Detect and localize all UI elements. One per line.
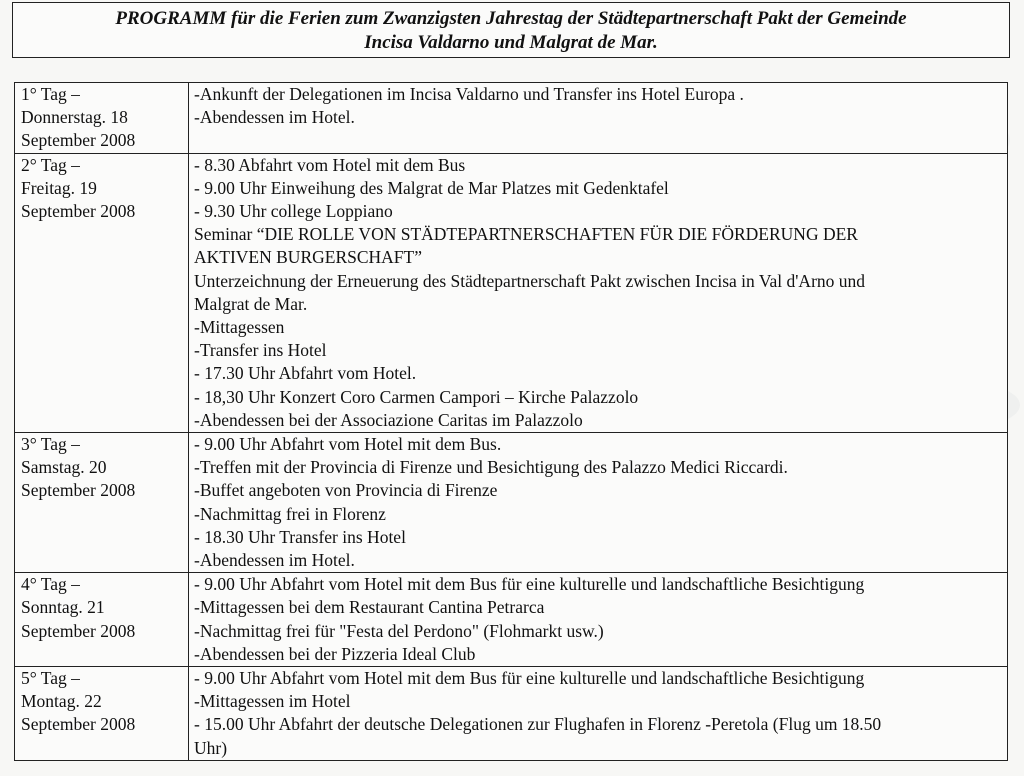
program-title xyxy=(12,2,1010,58)
day-label: 2° Tag – xyxy=(21,154,80,175)
table-row xyxy=(15,667,1008,761)
program-title-line-2: Incisa Valdarno und Malgrat de Mar. xyxy=(364,32,658,53)
month-year: September 2008 xyxy=(21,714,136,735)
activity-line: - 9.00 Uhr Einweihung des Malgrat de Mar Platzes mit Gedenktafel xyxy=(194,177,669,198)
weekday-date: Freitag. 19 xyxy=(21,177,97,198)
activity-line: -Abendessen im Hotel. xyxy=(194,550,355,571)
activity-line: - 15.00 Uhr Abfahrt der deutsche Delegationen zur Flughafen in Florenz -Peretola (Flug um 18.50 xyxy=(194,714,882,735)
weekday-date: Sonntag. 21 xyxy=(21,597,105,618)
activity-line: AKTIVEN BURGERSCHAFT” xyxy=(194,247,422,268)
day-cell xyxy=(15,573,189,667)
program-title-line-1: PROGRAMM für die Ferien zum Zwanzigsten Jahrestag der Städtepartnerschaft Pakt der Gemeinde xyxy=(115,8,907,29)
activity-line: -Treffen mit der Provincia di Firenze und Besichtigung des Palazzo Medici Riccardi. xyxy=(194,457,788,478)
activity-line: - 17.30 Uhr Abfahrt vom Hotel. xyxy=(194,363,417,384)
day-label: 5° Tag – xyxy=(21,668,80,689)
table-row xyxy=(15,83,1008,154)
activity-line: -Transfer ins Hotel xyxy=(194,340,327,361)
activity-line: -Mittagessen bei dem Restaurant Cantina Petrarca xyxy=(194,597,545,618)
activity-line: - 9.00 Uhr Abfahrt vom Hotel mit dem Bus für eine kulturelle und landschaftliche Besichtigung xyxy=(194,668,865,689)
month-year: September 2008 xyxy=(21,130,136,151)
table-row xyxy=(15,573,1008,667)
activity-line: -Abendessen bei der Associazione Caritas im Palazzolo xyxy=(194,409,583,430)
day-label: 1° Tag – xyxy=(21,84,80,104)
weekday-date: Samstag. 20 xyxy=(21,457,107,478)
month-year: September 2008 xyxy=(21,201,136,222)
month-year: September 2008 xyxy=(21,620,136,641)
activity-line: -Abendessen im Hotel. xyxy=(194,107,355,128)
table-row xyxy=(15,153,1008,432)
activity-line: - 8.30 Abfahrt vom Hotel mit dem Bus xyxy=(194,154,466,175)
activity-line: -Mittagessen xyxy=(194,317,285,338)
activity-line: Seminar “DIE ROLLE VON STÄDTEPARTNERSCHAFTEN FÜR DIE FÖRDERUNG DER xyxy=(194,224,858,245)
activity-line: -Nachmittag frei für "Festa del Perdono" (Flohmarkt usw.) xyxy=(194,620,604,641)
activity-line: Uhr) xyxy=(194,737,228,758)
day-cell xyxy=(15,153,189,432)
activity-line: -Ankunft der Delegationen im Incisa Valdarno und Transfer ins Hotel Europa . xyxy=(194,84,744,104)
day-cell xyxy=(15,667,189,761)
activity-line: Unterzeichnung der Erneuerung des Städtepartnerschaft Pakt zwischen Incisa in Val d'Arno und xyxy=(194,270,866,291)
activity-line: Malgrat de Mar. xyxy=(194,293,308,314)
day-cell xyxy=(15,83,189,154)
table-row xyxy=(15,433,1008,573)
activity-line: -Buffet angeboten von Provincia di Firenze xyxy=(194,480,498,501)
weekday-date: Donnerstag. 18 xyxy=(21,107,128,128)
activity-line: - 9.00 Uhr Abfahrt vom Hotel mit dem Bus für eine kulturelle und landschaftliche Besichtigung xyxy=(194,574,865,595)
day-label: 4° Tag – xyxy=(21,574,80,595)
activity-line: - 9.30 Uhr college Loppiano xyxy=(194,201,393,222)
day-label: 3° Tag – xyxy=(21,434,80,455)
weekday-date: Montag. 22 xyxy=(21,691,102,712)
activities-cell xyxy=(189,83,1008,154)
activities-cell xyxy=(189,573,1008,667)
activity-line: - 18,30 Uhr Konzert Coro Carmen Campori – Kirche Palazzolo xyxy=(194,386,639,407)
activities-cell xyxy=(189,153,1008,432)
month-year: September 2008 xyxy=(21,480,136,501)
activity-line: -Mittagessen im Hotel xyxy=(194,691,351,712)
schedule-table xyxy=(14,82,1008,761)
activity-line: -Nachmittag frei in Florenz xyxy=(194,503,386,524)
activity-line: - 9.00 Uhr Abfahrt vom Hotel mit dem Bus. xyxy=(194,434,502,455)
activities-cell xyxy=(189,667,1008,761)
day-cell xyxy=(15,433,189,573)
activity-line: - 18.30 Uhr Transfer ins Hotel xyxy=(194,526,406,547)
activity-line: -Abendessen bei der Pizzeria Ideal Club xyxy=(194,643,476,664)
activities-cell xyxy=(189,433,1008,573)
